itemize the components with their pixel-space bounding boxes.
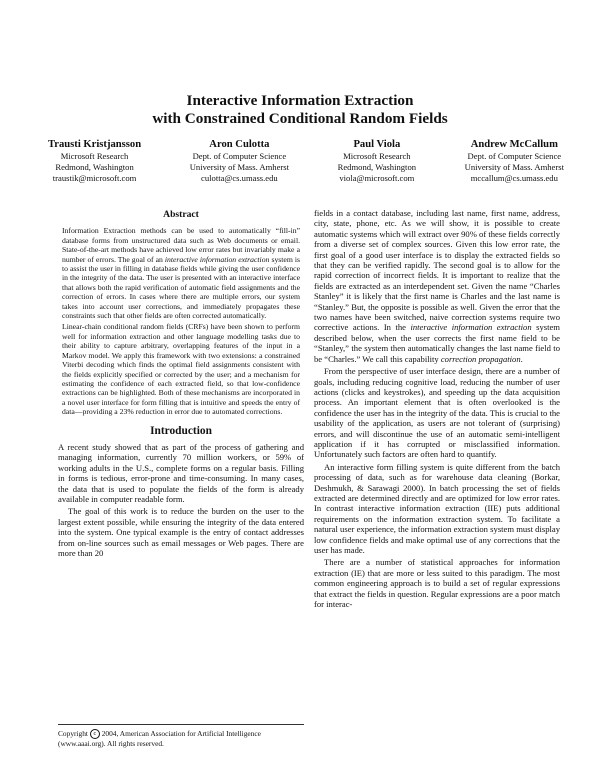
body-text: fields in a contact database, including last name, first name, address, city, state, phone, etc. As we will show, it is possible to create automatic systems which will extract over 90% of these fields correctly from a diverse set of complex sources. Given this low error rate, the first goal of a good user interface is to display the extracted fields so that they can be verified rapidly. The second goal is to allow for the rapid correction of incorrect fields. It is important to realize that the fields are extracted as an interdependent set. Given the name “Charles Stanley” it is likely that the first name is Charles and the last name is “Stanley.” But, the opposite is possible as well. Given the error that the two names have been switched, naive correction systems require two corrective actions. In the — [314, 208, 560, 333]
section-heading-introduction: Introduction — [150, 424, 212, 437]
copyright-prefix: Copyright — [58, 729, 90, 738]
body-emphasis: correction propagation — [440, 353, 521, 364]
author-name: Aron Culotta — [209, 139, 270, 150]
abstract-text: system is to assist the user in filling in database fields while giving the user confidence in the integrity of the data. The user is presented with an interactive interface that allows both the rapid verification of automatic field assignments and the correction of errors. In cases where there are multiple errors, our system takes into account user corrections, and immediately propagates these constraints such that other fields are often corrected automatically. — [62, 254, 301, 321]
abstract-body — [58, 226, 304, 416]
author-email: mccallum@cs.umass.edu — [470, 173, 558, 183]
right-column — [314, 208, 560, 609]
body-paragraph: There are a number of statistical approaches for information extraction (IE) that are more or less suited to this paradigm. The most common engineering approach is to build a set of regular expressions that extract the fields in question. Regular expressions are a poor match for interac- — [314, 557, 560, 610]
author-name: Trausti Kristjansson — [48, 139, 142, 150]
author-block — [338, 138, 416, 184]
abstract-text: Information Extraction methods can be used to automatically “fill-in” database forms from unstructured data such as Web documents or email. State-of-the-art methods have achieved low error rates but invariably make a number of errors. The goal of an — [62, 226, 300, 264]
abstract-paragraph — [62, 226, 300, 320]
copyright-footnote — [58, 724, 304, 748]
body-text: system described below, when the user corrects the first name field to be “Stanley,” the system then automatically changes the last name field to be “Charles.” We call this capability — [314, 322, 560, 364]
author-address: Redmond, Washington — [55, 162, 134, 172]
body-text: . — [520, 353, 523, 364]
body-paragraph: A recent study showed that as part of the process of gathering and managing information, currently 70 million workers, or 59% of working adults in the U.S., complete forms on a regular basis. Filling in forms is tedious, error-prone and time-consuming. In many cases, the data that is used to populate the fields of the form is already available in computer readable form. — [58, 441, 304, 504]
abstract-heading: Abstract — [163, 209, 199, 220]
paper-title — [0, 92, 600, 128]
author-address: University of Mass. Amherst — [464, 162, 564, 172]
body-paragraph: The goal of this work is to reduce the burden on the user to the largest extent possible, while ensuring the integrity of the data entered into the system. One typical example is the entry of contact addresses from on-line sources such as email messages or Web pages. There are more than 20 — [58, 506, 304, 558]
abstract-emphasis: interactive information extraction — [164, 254, 270, 264]
body-paragraph — [314, 208, 560, 364]
title-line-1: Interactive Information Extraction — [186, 92, 414, 109]
copyright-icon: c — [90, 729, 100, 739]
title-line-2: with Constrained Conditional Random Fields — [152, 110, 448, 127]
author-affiliation: Microsoft Research — [60, 151, 129, 161]
copyright-text: 2004, American Association for Artificial Intelligence (www.aaai.org). All rights reserved. — [58, 729, 261, 749]
author-name: Andrew McCallum — [470, 139, 558, 150]
author-block — [465, 138, 564, 184]
author-affiliation: Microsoft Research — [343, 151, 411, 161]
author-address: University of Mass. Amherst — [189, 162, 290, 172]
body-emphasis: interactive information extraction — [410, 322, 532, 333]
left-column — [58, 210, 304, 558]
abstract-paragraph: Linear-chain conditional random fields (CRFs) have been shown to perform well for information extraction and other language modelling tasks due to their ability to capture arbitrary, overlapping features of the input in a Markov model. We apply this framework with two extensions: a constrained Viterbi decoding which finds the optimal field assignments consistent with the fields explicitly specified or corrected by the user; and a mechanism for estimating the confidence of each extracted field, so that low-confidence extractions can be highlighted. Both of these mechanisms are incorporated in a novel user interface for form filling that is intuitive and speeds the entry of data—providing a 23% reduction in error due to automated corrections. — [62, 322, 300, 417]
author-email: culotta@cs.umass.edu — [201, 173, 278, 183]
author-block — [48, 138, 141, 184]
author-email: viola@microsoft.com — [339, 173, 415, 183]
author-email: traustik@microsoft.com — [52, 173, 137, 183]
author-affiliation: Dept. of Computer Science — [192, 151, 287, 161]
author-name: Paul Viola — [353, 139, 401, 150]
author-affiliation: Dept. of Computer Science — [467, 151, 562, 161]
author-list — [48, 138, 564, 184]
author-address: Redmond, Washington — [337, 162, 417, 172]
body-paragraph: An interactive form filling system is quite different from the batch processing of data, such as for warehouse data cleaning (Borkar, Deshmukh, & Sarawagi 2000). In batch processing the set of fields extracted are determined directly and are optimized for low error rates. In contrast interactive information extraction (IIE) puts additional requirements on the information extraction system. To facilitate a natural user experience, the information extraction system must display low confidence fields and make optimal use of any corrections that the user has made. — [314, 461, 560, 555]
author-block — [190, 138, 289, 184]
body-paragraph: From the perspective of user interface design, there are a number of goals, including reducing cognitive load, reducing the number of user actions (clicks and keystrokes), and speeding up the data acquisition process. An important element that is often overlooked is the confidence the user has in the integrity of the data. This is crucial to the usability of the application, as users are not tolerant of (surprising) errors, and will discontinue the use of an automatic semi-intelligent application if it has corrupted or misclassified information. Unfortunately such factors are often hard to quantify. — [314, 366, 560, 460]
